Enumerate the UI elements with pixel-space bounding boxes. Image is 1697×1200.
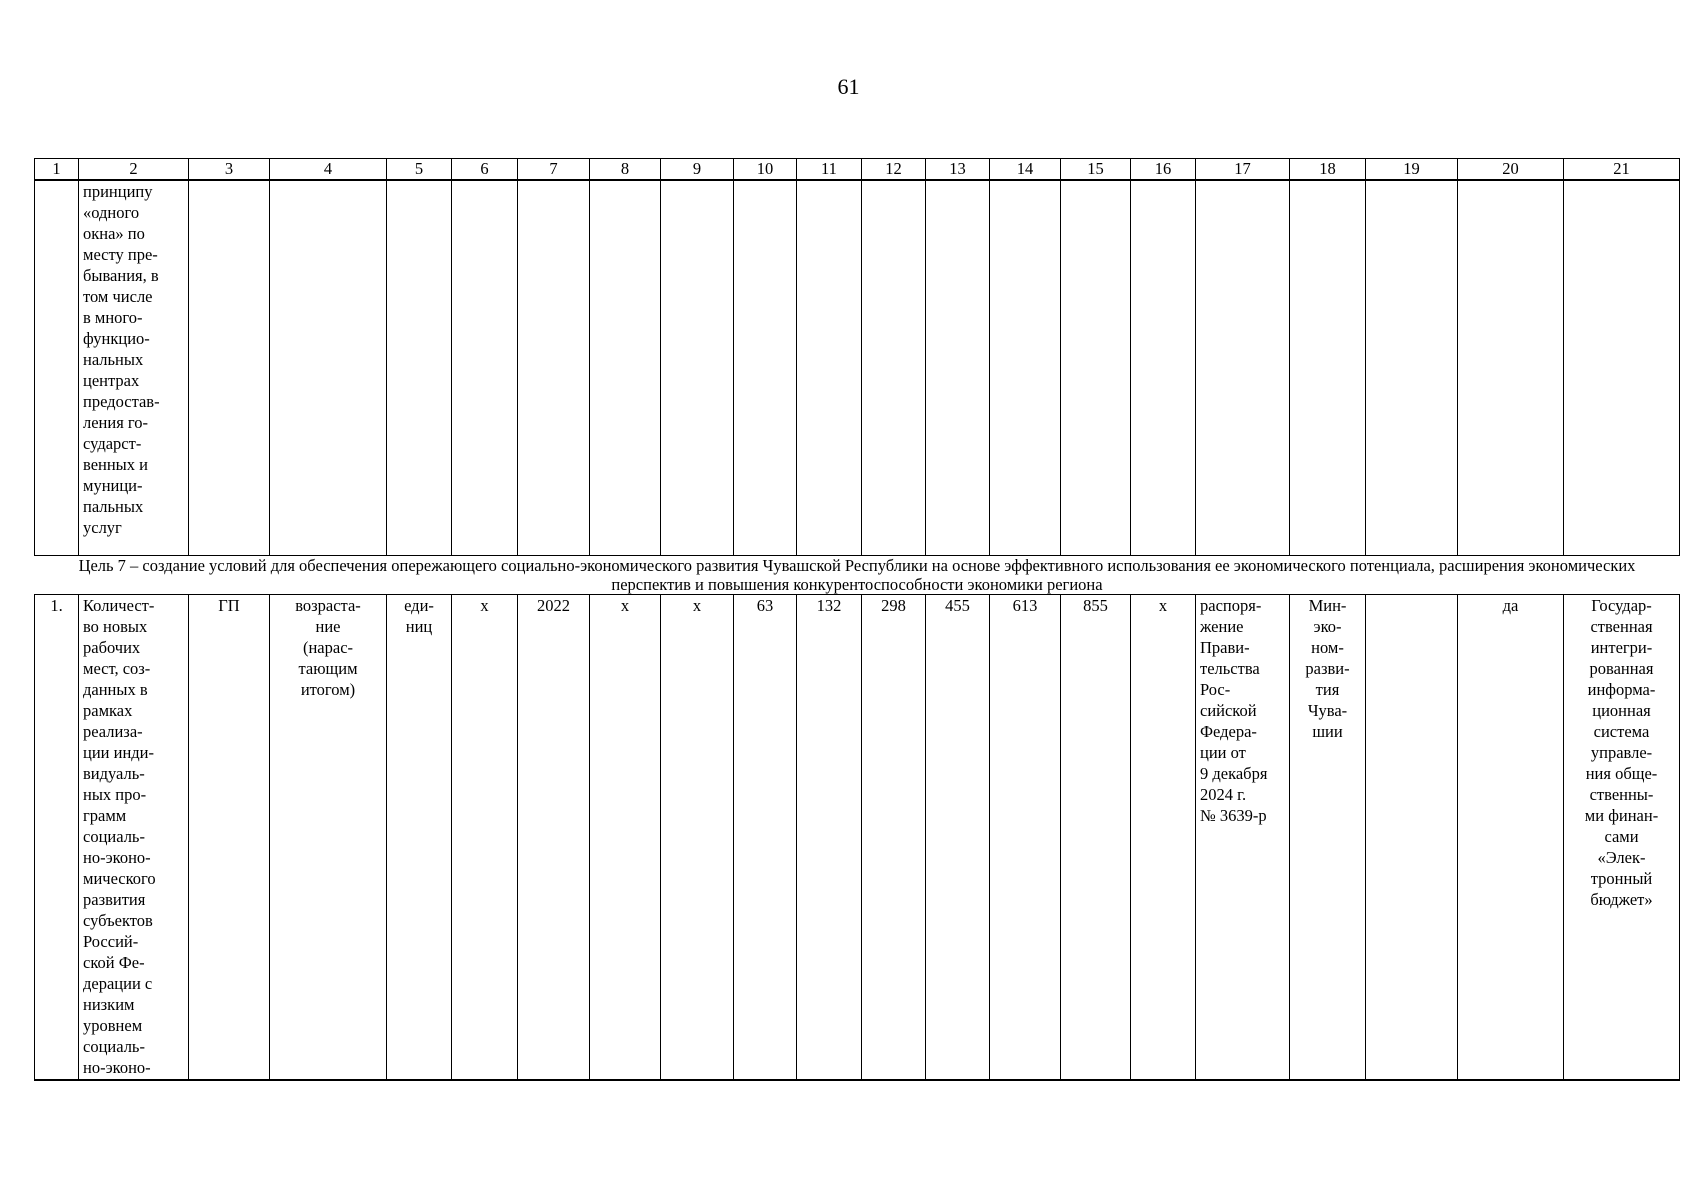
indicator-name: Количест- во новых рабочих мест, соз- данных в рамках реализа- ции инди- видуаль- ных про- грамм социаль- но-эконо- мического развития субъектов Россий- ской Фе- дерации с низким уровнем социаль- но-эконо- <box>79 595 189 1081</box>
table-cell <box>590 180 661 556</box>
value-cell: х <box>661 595 734 1081</box>
table-cell <box>734 180 797 556</box>
value-cell: 63 <box>734 595 797 1081</box>
yes-value: да <box>1458 595 1564 1081</box>
table-cell <box>452 180 518 556</box>
col-number: 6 <box>452 159 518 181</box>
table-cell <box>1061 180 1131 556</box>
table-cell <box>1366 180 1458 556</box>
table-cell <box>926 180 990 556</box>
table-cell <box>1564 180 1680 556</box>
table-cell <box>1458 180 1564 556</box>
col-number: 1 <box>35 159 79 181</box>
table-cell <box>1290 180 1366 556</box>
col-number: 5 <box>387 159 452 181</box>
table-cell <box>270 180 387 556</box>
value-cell: 613 <box>990 595 1061 1081</box>
indicators-table <box>34 158 1680 1081</box>
value-cell: 855 <box>1061 595 1131 1081</box>
col-number: 19 <box>1366 159 1458 181</box>
col-number: 4 <box>270 159 387 181</box>
continuation-row <box>35 180 1680 556</box>
table-cell <box>1131 180 1196 556</box>
table-cell <box>1366 595 1458 1081</box>
col-number: 20 <box>1458 159 1564 181</box>
value-cell: х <box>590 595 661 1081</box>
value-cell: 132 <box>797 595 862 1081</box>
value-cell: х <box>1131 595 1196 1081</box>
col-number: 11 <box>797 159 862 181</box>
col-number: 17 <box>1196 159 1290 181</box>
goal-row <box>35 556 1680 595</box>
legal-basis: распоря- жение Прави- тельства Рос- сийской Федера- ции от 9 декабря 2024 г. № 3639-р <box>1196 595 1290 1081</box>
table-cell <box>797 180 862 556</box>
unit-of-measure: еди- ниц <box>387 595 452 1081</box>
value-cell: 298 <box>862 595 926 1081</box>
col-number: 12 <box>862 159 926 181</box>
col-number: 13 <box>926 159 990 181</box>
value-cell: х <box>452 595 518 1081</box>
base-year: 2022 <box>518 595 590 1081</box>
row-number: 1. <box>35 595 79 1081</box>
page-number: 61 <box>837 74 860 99</box>
col-number: 18 <box>1290 159 1366 181</box>
col-number: 8 <box>590 159 661 181</box>
column-number-header-row <box>35 159 1680 181</box>
table-cell <box>990 180 1061 556</box>
table-cell <box>518 180 590 556</box>
responsible-body: Мин- эко- ном- разви- тия Чува- шии <box>1290 595 1366 1081</box>
table-cell <box>189 180 270 556</box>
value-cell: 455 <box>926 595 990 1081</box>
col-number: 15 <box>1061 159 1131 181</box>
table-row <box>35 595 1680 1081</box>
col-number: 2 <box>79 159 189 181</box>
col-number: 21 <box>1564 159 1680 181</box>
goal-heading: Цель 7 – создание условий для обеспечения опережающего социально-экономического развития Чувашской Республики на основе эффективного использования ее экономического потенциала, расширения экономических перспектив и повышения конкурентоспособности экономики региона <box>35 556 1680 595</box>
table-cell <box>387 180 452 556</box>
col-number: 7 <box>518 159 590 181</box>
table-cell <box>1196 180 1290 556</box>
col-number: 9 <box>661 159 734 181</box>
table-cell <box>35 180 79 556</box>
col-number: 14 <box>990 159 1061 181</box>
col-number: 16 <box>1131 159 1196 181</box>
information-system: Государ- ственная интегри- рованная информа- ционная система управле- ния обще- ственны- ми финан- сами «Элек- тронный бюджет» <box>1564 595 1680 1081</box>
table-cell <box>661 180 734 556</box>
col-number: 3 <box>189 159 270 181</box>
table-cell <box>862 180 926 556</box>
indicator-trend: возраста- ние (нарас- тающим итогом) <box>270 595 387 1081</box>
col-number: 10 <box>734 159 797 181</box>
indicator-type: ГП <box>189 595 270 1081</box>
indicator-name-continuation: принципу «одного окна» по месту пре- бывания, в том числе в много- функцио- нальных центрах предостав- ления го- сударст- венных и муници- пальных услуг <box>79 180 189 556</box>
